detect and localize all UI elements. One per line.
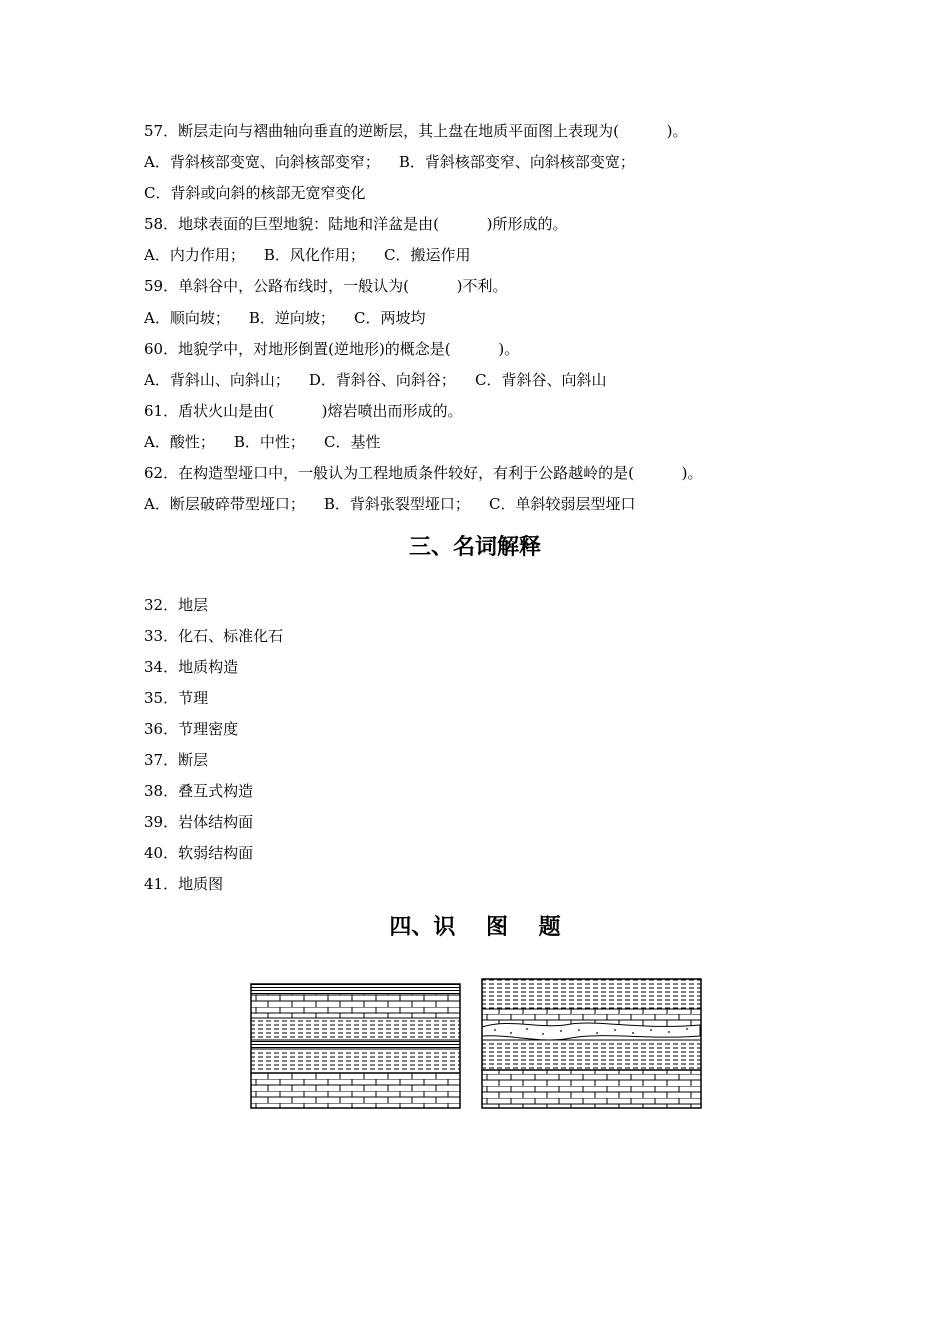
strata-layer-limestone-1 — [251, 994, 460, 1018]
strata-figure-left — [250, 983, 461, 1109]
strata-layer-claystone-2 — [251, 1049, 460, 1073]
strata-layer-limestone-2 — [251, 1073, 460, 1108]
strata-layer-claystone-mid — [482, 1040, 701, 1070]
question-61-stem: 61．盾状火山是由( )熔岩喷出而形成的。 — [144, 402, 463, 420]
question-60-stem: 60．地貌学中，对地形倒置(逆地形)的概念是( )。 — [144, 340, 520, 358]
term-item: 33．化石、标准化石 — [144, 627, 284, 645]
question-61-options: A．酸性； B．中性； C．基性 — [144, 433, 381, 451]
section-3-title: 三、名词解释 — [408, 535, 541, 560]
question-57-options-2: C．背斜或向斜的核部无宽窄变化 — [144, 184, 366, 202]
term-item: 38．叠互式构造 — [144, 782, 254, 800]
question-58-options: A．内力作用； B．风化作用； C．搬运作用 — [144, 246, 471, 264]
question-58-stem: 58．地球表面的巨型地貌：陆地和洋盆是由( )所形成的。 — [144, 215, 568, 233]
term-item: 35．节理 — [144, 689, 209, 707]
strata-layer-claystone-top — [482, 979, 701, 1009]
question-62-options: A．断层破碎带型垭口； B．背斜张裂型垭口； C．单斜较弱层型垭口 — [144, 495, 636, 513]
term-item: 41．地质图 — [144, 875, 224, 893]
term-item: 34．地质构造 — [144, 658, 239, 676]
strata-layer-shale-mid — [251, 1040, 460, 1049]
term-item: 39．岩体结构面 — [144, 813, 254, 831]
term-item: 40．软弱结构面 — [144, 844, 254, 862]
question-60-options: A．背斜山、向斜山； D．背斜谷、向斜谷； C．背斜谷、向斜山 — [144, 371, 607, 389]
term-item: 37．断层 — [144, 751, 209, 769]
strata-figure-right — [481, 978, 702, 1109]
question-62-stem: 62．在构造型垭口中，一般认为工程地质条件较好，有利于公路越岭的是( )。 — [144, 464, 703, 482]
strata-layer-shale-top — [251, 984, 460, 994]
question-59-options: A．顺向坡； B．逆向坡； C．两坡均 — [144, 309, 426, 327]
term-item: 36．节理密度 — [144, 720, 239, 738]
strata-layer-limestone-lower — [482, 1070, 701, 1108]
question-57-options-1: A．背斜核部变宽、向斜核部变窄； B．背斜核部变窄、向斜核部变宽； — [144, 153, 635, 171]
term-item: 32．地层 — [144, 596, 209, 614]
question-57-stem: 57．断层走向与褶曲轴向垂直的逆断层，其上盘在地质平面图上表现为( )。 — [144, 122, 688, 140]
section-4-title: 四、识 图 题 — [389, 915, 561, 940]
question-59-stem: 59．单斜谷中，公路布线时，一般认为( )不利。 — [144, 277, 508, 295]
strata-layer-claystone-1 — [251, 1018, 460, 1040]
